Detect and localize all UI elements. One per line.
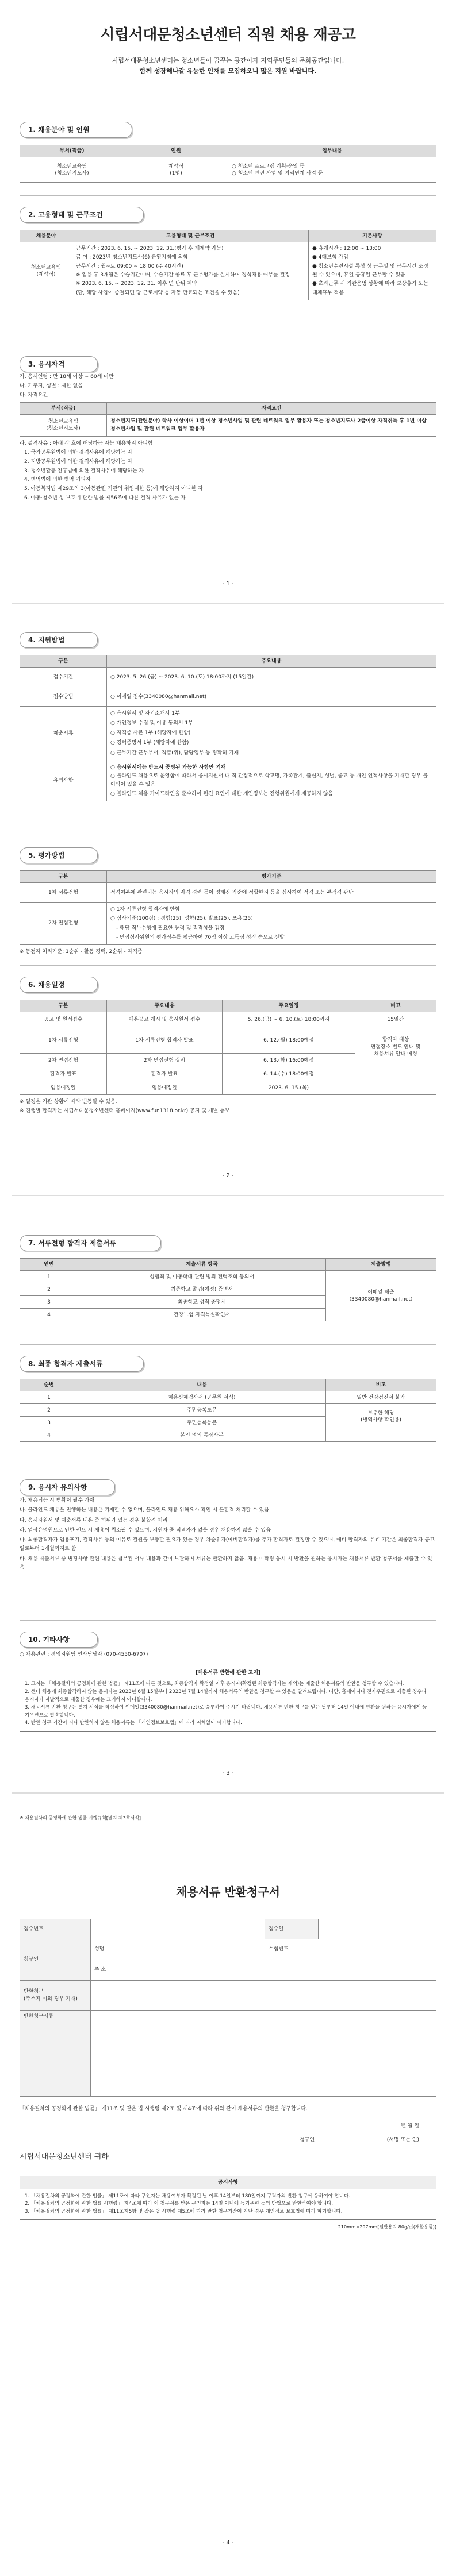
section-divider [20, 195, 436, 196]
intro-line: 함께 성장해나갈 유능한 인재를 모집하오니 많은 지원 바랍니다. [139, 67, 317, 75]
basic-item: ● 휴게시간 : 12:00 ~ 13:00 [312, 246, 381, 252]
schedule-cell: 합격자 발표 [107, 1067, 223, 1081]
row-content [107, 903, 436, 945]
section-3 [20, 356, 436, 504]
form-statement: 「채용절차의 공정화에 관한 법률」 제11조 및 같은 법 시행령 제2조 및 제4조에 따라 위와 같이 채용서류의 반환을 청구합니다. [20, 2106, 308, 2112]
doc-note: 보유한 해당 (병역사항 확인용) [326, 1404, 436, 1429]
row-label: 유의사항 [20, 761, 107, 801]
section-divider [20, 965, 436, 966]
col-header: 구분 [20, 655, 107, 668]
doc-no: 3 [20, 1296, 78, 1309]
doc-no: 4 [20, 1429, 78, 1442]
doc-name: 본인 명의 통장사본 [78, 1429, 326, 1442]
doc-no: 2 [20, 1283, 78, 1296]
box-item: 4. 반환 청구 기간이 지나 반환하지 않은 채용서류는 「개인정보보호법」에 따라 지체없이 파기합니다. [25, 1720, 242, 1726]
name-label: 성명 [94, 1946, 105, 1953]
col-header: 연번 [20, 1259, 78, 1271]
col-header: 기본사항 [309, 230, 436, 242]
receipt-date-label: 접수일 [265, 1919, 319, 1939]
list-item: 2. 지방공무원법에 의한 결격사유에 해당하는 자 [24, 458, 133, 465]
list-item: 5. 아동복지법 제29조의 3(아동관련 기관의 취업제한 등)에 해당하지 아니한 자 [24, 486, 203, 492]
schedule-cell: 2023. 6. 15.(목) [223, 1081, 355, 1095]
schedule-cell: 15일간 [355, 1012, 436, 1027]
conditions-cell [72, 242, 309, 300]
doc-item: ○ 경력증명서 1부 (해당자에 한함) [110, 740, 189, 746]
col-header: 인원 [124, 145, 228, 157]
signer-hint: (서명 또는 인) [386, 2137, 419, 2143]
docs-field[interactable] [91, 2011, 436, 2097]
page-break [12, 1792, 444, 1794]
row-content: 적격여부에 관련되는 응시자의 자격·경력 등이 정해진 기준에 적합한지 등을 심사하여 적격 또는 부적격 판단 [107, 883, 436, 903]
list-item: 바. 채용 제출서류 중 변경사항 관련 내용은 첨부된 서류 내용과 같이 보관하며 서류는 반환하지 않음. 채용 미확정 응시 시 반환을 원하는 응시자는 채용서류 반환 청구서를 제출할 수 있음 [20, 1556, 432, 1571]
form-recipient: 시립서대문청소년센터 귀하 [20, 2152, 109, 2161]
paper-spec: 210mm×297mm[일반용지 80g/㎡(재활용품)] [338, 2224, 436, 2230]
dept-cell: 청소년교육팀 (청소년지도사) [20, 414, 107, 436]
doc-name: 최종학교 성적 증명서 [78, 1296, 326, 1309]
doc-name: 건강보험 자격득실확인서 [78, 1309, 326, 1321]
doc-note: 일반 건강검진서 불가 [326, 1391, 436, 1404]
doc-no: 3 [20, 1417, 78, 1429]
condition-item: 근무기간 : 2023. 6. 15. ~ 2023. 12. 31.(평가 후 재계약 가능) [76, 246, 224, 252]
box-item: 2. 센터 채용에 최종합격하지 않는 응시자는 2023년 6월 15일부터 2023년 7월 14일까지 채용서류의 반환을 청구할 수 있음을 알려드립니다. 다만, 홈페이지나 전자우편으로 제출된 경우나 응시자가 자발적으로 제출한 경우에는 그러하지 아니합니다. [25, 1688, 427, 1703]
section-3-heading: 3. 응시자격 [20, 356, 98, 372]
section-1-heading: 1. 채용분야 및 인원 [20, 122, 132, 138]
list-item: 가. 채용되는 시 변확처 될수 가재 [20, 1498, 95, 1503]
receipt-value[interactable] [91, 1919, 265, 1939]
section-2 [20, 207, 436, 300]
schedule-cell: 6. 14.(수) 18:00예정 [223, 1067, 355, 1081]
list-item: 6. 아동·청소년 성 보호에 관한 법률 제56조에 따른 결격 사유가 없는 자 [24, 495, 186, 502]
col-header: 비고 [326, 1379, 436, 1391]
notice-item: 1. 「채용절차의 공정화에 관한 법률」 제11조에 따라 구인자는 채용여부가 확정된 날 이후 14일부터 180일까지 구직자의 반환 청구에 응하여야 합니다. [25, 2193, 350, 2199]
doc-item: ○ 개인정보 수집 및 이용 동의서 1부 [110, 720, 193, 727]
count-cell: 계약직 (1명) [124, 157, 228, 183]
section-1 [20, 122, 436, 183]
condition-item: ※ 입용 후 3개월은 수습기간이며, 수습기간 종료 후 근무평가를 실시하여 정식채용 여부를 결정 [76, 272, 290, 279]
doc-no: 1 [20, 1391, 78, 1404]
box-item: 1. 고지는 「채용절차의 공정화에 관한 법률」 제11조에 따른 것으로, 최종합격자 확정일 이후 응시자(확정된 최종합격자는 제외)는 제출한 채용서류의 반환을 청구할 수 있습니다. [25, 1681, 405, 1687]
condition-item: 급 여 : 2023년 청소년지도사(6) 운영지침에 의함 [76, 254, 188, 261]
page-number: - 4 - [222, 2540, 234, 2546]
doc-name: 채용신체검사서 (공무원 서식) [78, 1391, 326, 1404]
tie-break-note: ※ 동점자 처리기준: 1순위 - 활동 경력, 2순위 - 자격증 [20, 948, 143, 955]
section-9-heading: 9. 응시자 유의사항 [20, 1479, 115, 1495]
doc-item: ○ 응시원서 및 자기소개서 1부 [110, 711, 180, 717]
schedule-cell: 6. 13.(화) 16:00예정 [223, 1054, 355, 1067]
schedule-cell: 1차 서류전형 [20, 1027, 107, 1054]
section-6-heading: 6. 채용일정 [20, 977, 98, 993]
qualification-table [20, 402, 436, 437]
duty-item: ○ 청소년 관련 사업 및 지역연계 사업 등 [232, 170, 323, 176]
doc-item: ○ 근무기간 근무부서, 직급(위), 담당업무 등 정확히 기재 [110, 750, 239, 756]
schedule-cell [355, 1067, 436, 1081]
schedule-note: ※ 진행별 합격자는 시립서대문청소년센터 홈페이지(www.fun1318.or.kr) 공지 및 개별 통보 [20, 1108, 230, 1115]
row-content [107, 707, 436, 761]
section-10-heading: 10. 기타사항 [20, 1632, 98, 1648]
list-item: 4. 병역법에 의한 병역 기피자 [24, 477, 91, 483]
caution-list [20, 1497, 436, 1572]
schedule-cell: 2차 면접전형 [20, 1054, 107, 1067]
schedule-cell: 1차 서류전형 합격자 발표 [107, 1027, 223, 1054]
list-item: 나. 거주지, 성별 : 제한 없음 [20, 383, 83, 389]
duties-cell [228, 157, 436, 183]
receipt-label: 접수번호 [20, 1919, 91, 1939]
section-5 [20, 847, 436, 957]
document-submission-table [20, 1258, 436, 1321]
docs-label: 반환청구서류 [20, 2011, 91, 2097]
caution-item: ○ 블라인드 채용으로 운영함에 따라서 응시지원서 내 직·간접적으로 학교명, 가족관계, 출신지, 성별, 종교 등 개인 인적사항을 기재할 경우 불이익이 있을 수 있음 [110, 773, 428, 788]
form-date: 년 월 일 [401, 2123, 419, 2130]
schedule-cell: 임용예정일 [107, 1081, 223, 1095]
col-header: 주요내용 [107, 655, 436, 668]
section-divider [20, 1620, 436, 1621]
schedule-cell: 채용공고 게시 및 응시원서 접수 [107, 1012, 223, 1027]
section-10 [20, 1632, 436, 1732]
return-request-form [20, 1919, 436, 2231]
duty-item: ○ 청소년 프로그램 기획·운영 등 [232, 163, 305, 169]
section-5-heading: 5. 평가방법 [20, 847, 98, 863]
form-notice-box [20, 2176, 436, 2220]
form-table [20, 1919, 436, 2097]
field-cell: 청소년교육팀 (계약직) [20, 242, 72, 300]
doc-name: 주민등록등본 [78, 1417, 326, 1429]
list-item: 라. 업장유명원으로 인한 권으 시 채용이 취소될 수 있으며, 지원자 중 적격자가 없을 경우 채용하지 않을 수 있음 [20, 1527, 271, 1533]
list-item: 3. 청소년활동 진흥법에 의한 결격사유에 해당하는 자 [24, 468, 144, 474]
list-item: 가. 응시연령 : 만 18세 이상 ~ 60세 미만 [20, 374, 114, 380]
receipt-date-value[interactable] [319, 1919, 436, 1939]
notice-item: 2. 「채용절차의 공정화에 관한 법률 시행령」 제4조에 따라 이 청구서를 받은 구인자는 14일 이내에 등기우편 등의 방법으로 반환하여야 합니다. [25, 2201, 334, 2207]
basics-cell [309, 242, 436, 300]
page-title: 시립서대문청소년센터 직원 채용 재공고 [100, 26, 356, 44]
schedule-cell: 2차 면접전형 실시 [107, 1054, 223, 1067]
intro-line: 시립서대문청소년센터는 청소년들이 꿈꾸는 공간이자 지역주민들의 문화공간입니다. [112, 57, 344, 65]
caution-item: ○ 블라인드 채용 가이드라인을 준수하여 편견 요인에 대한 개인정보는 전형위원에게 제공하지 않음 [110, 790, 334, 797]
eligibility-list [20, 373, 436, 400]
box-item: 3. 채용서류 반환 청구는 별지 서식을 작성하여 이메일(3340080@hanmail.net)로 송부하여 주시기 바랍니다. 채용서류 반환 청구를 받은 날부터 14일 이내에 반환을 원하는 응시자에게 등기우편으로 발송합니다. [25, 1705, 427, 1718]
col-header: 주요내용 [107, 1000, 223, 1012]
section-4 [20, 632, 436, 801]
return-notice-box [20, 1665, 436, 1732]
signer-label: 청구인 [299, 2137, 315, 2143]
col-header: 부서(직급) [20, 145, 124, 157]
evaluation-table [20, 870, 436, 945]
list-item: 마. 최종합격자가 임용포기, 결격사유 등의 이유로 결원을 보충할 필요가 있는 경우 차순위자(예비합격자)를 추가 합격자로 결정할 수 있으며, 예비 합격자의 유효 기간은 최종합격자 공고일로부터 1개월까지로 함 [20, 1537, 435, 1552]
row-content [107, 761, 436, 801]
schedule-cell: 5. 26.(금) ~ 6. 10.(토) 18:00까지 [223, 1012, 355, 1027]
section-divider [20, 1344, 436, 1345]
criteria-item: ○ 1차 서류전형 합격자에 한함 [110, 907, 180, 913]
return-address-label: 반환청구 (주소지 이외 경우 기재) [20, 1981, 91, 2011]
box-title: [채용서류 반환에 관한 고지] [195, 1669, 261, 1676]
conditions-table [20, 230, 436, 300]
doc-item: ○ 자격증 사본 1부 (해당자에 한함) [110, 730, 191, 736]
section-8 [20, 1356, 436, 1442]
doc-note [326, 1429, 436, 1442]
row-label: 접수기간 [20, 668, 107, 687]
col-header: 채용분야 [20, 230, 72, 242]
row-label: 접수방법 [20, 687, 107, 707]
row-label: 제출서류 [20, 707, 107, 761]
col-header: 제출방법 [326, 1259, 436, 1271]
positions-table [20, 145, 436, 183]
doc-no: 1 [20, 1271, 78, 1283]
row-content: ○ 이메일 접수(3340080@hanmail.net) [107, 687, 436, 707]
section-4-heading: 4. 지원방법 [20, 632, 98, 648]
col-header: 업무내용 [228, 145, 436, 157]
col-header: 구분 [20, 871, 107, 883]
doc-name: 주민등록초본 [78, 1404, 326, 1417]
application-table [20, 655, 436, 801]
schedule-cell: 합격자 발표 [20, 1067, 107, 1081]
basic-item: ● 4대보험 가입 [312, 254, 348, 261]
col-header: 구분 [20, 1000, 107, 1012]
address-label: 주 소 [94, 1967, 106, 1973]
criteria-item: - 해당 직무수행에 필요한 능력 및 적격성을 검정 [116, 925, 225, 931]
disqualification-title: 라. 결격사유 : 아래 각 호에 해당하는 자는 채용하지 아니함 [20, 440, 153, 446]
final-documents-table [20, 1379, 436, 1442]
section-9 [20, 1479, 436, 1574]
condition-item: 근무시간 : 월~토 09:00 ~ 18:00 (주 40시간) [76, 263, 183, 269]
col-header: 내용 [78, 1379, 326, 1391]
row-label: 2차 면접전형 [20, 903, 107, 945]
list-item: 나. 블라인드 채용을 진행하는 내용은 기재할 수 없으며, 블라인드 채용 위해요소 확인 시 불합격 처리할 수 있음 [20, 1507, 270, 1514]
condition-item: (단, 해당 사업이 종결되면 당 근로계약 등 자동 만료되는 조건을 수 있음) [76, 290, 240, 296]
schedule-cell: 공고 및 원서접수 [20, 1012, 107, 1027]
dept-cell: 청소년교육팀 (청소년지도사) [20, 157, 124, 183]
list-item: 1. 국가공무원법에 의한 결격사유에 해당하는 자 [24, 449, 133, 456]
caution-item: ○ 응시원서에는 반드시 중빙된 가능한 사항만 기재 [110, 764, 226, 770]
return-address-field[interactable] [91, 1981, 436, 2011]
claimant-label: 청구인 [20, 1939, 91, 1981]
form-footnote: ※ 채용절차의 공정화에 관한 법률 시행규칙[별지 제3호서식] [20, 1815, 141, 1821]
contact-info: ○ 채용관련 : 경영지원팀 인사담당자 (070-4550-6707) [20, 1652, 148, 1657]
exam-number-field[interactable] [265, 1939, 436, 1960]
col-header: 비고 [355, 1000, 436, 1012]
condition-item: ※ 2023. 6. 15. ~ 2023. 12. 31. 이후 연 단위 계약 [76, 281, 197, 287]
schedule-cell: 합격자 대상 면접장소 별도 안내 및 채용서류 안내 예정 [355, 1027, 436, 1067]
page-number: - 1 - [222, 581, 234, 587]
form-title: 채용서류 반환청구서 [176, 1885, 280, 1899]
schedule-cell: 임용예정일 [20, 1081, 107, 1095]
submit-method: 이메일 제출 (3340080@hanmail.net) [326, 1271, 436, 1321]
basic-item: ● 초과근무 시 기관운영 상황에 따라 보상휴가 또는 대체휴무 적용 [312, 281, 428, 296]
notice-item: 3. 「채용절차의 공정화에 관한 법률」 제11조제5항 및 같은 법 시행령 제5조에 따라 반환 청구기간이 지난 경우 개인정보 보호법에 따라 파기합니다. [25, 2208, 343, 2215]
doc-no: 2 [20, 1404, 78, 1417]
requirement-cell: 청소년지도(관련분야) 학사 이상이며 1년 이상 청소년사업 및 관련 네트워크 업무 활용자 또는 청소년지도사 2급이상 자격취득 후 1년 이상 청소년사업 및 관련 네트워크 업무 활용자 [107, 414, 436, 436]
page-break [12, 1195, 444, 1196]
col-header: 순번 [20, 1379, 78, 1391]
section-2-heading: 2. 고용형태 및 근무조건 [20, 207, 144, 223]
exam-number-label: 수험번호 [269, 1946, 289, 1953]
section-7 [20, 1235, 436, 1321]
schedule-note: ※ 일정은 기관 상황에 따라 변동될 수 있음. [20, 1099, 117, 1105]
doc-name: 성범죄 및 아동학대 관련 범죄 전력조회 동의서 [78, 1271, 326, 1283]
page-number: - 3 - [222, 1770, 234, 1776]
criteria-item: - 면접심사위원의 평가점수를 평균하여 70점 이상 고득점 성적 순으로 선발 [116, 934, 285, 940]
col-header: 자격요건 [107, 402, 436, 414]
section-7-heading: 7. 서류전형 합격자 제출서류 [20, 1235, 161, 1251]
section-6 [20, 977, 436, 1116]
list-item: 다. 응시자원서 및 제출서류 내용 중 허위가 있는 경우 불합격 처리 [20, 1517, 168, 1524]
schedule-table [20, 1000, 436, 1095]
schedule-cell [355, 1081, 436, 1095]
col-header: 제출서류 항목 [78, 1259, 326, 1271]
list-item: 다. 자격요건 [20, 392, 48, 398]
disqualification-list [20, 449, 436, 503]
section-8-heading: 8. 최종 합격자 제출서류 [20, 1356, 144, 1372]
page-break [12, 603, 444, 604]
signature-line [20, 2137, 436, 2143]
row-label: 1차 서류전형 [20, 883, 107, 903]
doc-no: 4 [20, 1309, 78, 1321]
address-field[interactable] [91, 1960, 436, 1981]
box-title: 공지사항 [20, 2176, 436, 2189]
page-number: - 2 - [222, 1173, 234, 1179]
row-content: ○ 2023. 5. 26.(금) ~ 2023. 6. 10.(토) 18:00까지 (15일간) [107, 668, 436, 687]
doc-name: 최종학교 졸업(예정) 증명서 [78, 1283, 326, 1296]
col-header: 고용형태 및 근무조건 [72, 230, 309, 242]
intro-text [0, 56, 456, 76]
col-header: 주요일정 [223, 1000, 355, 1012]
name-field[interactable] [91, 1939, 265, 1960]
criteria-item: ○ 심사기준(100점) : 경험(25), 성향(25), 발표(25), 포용(25) [110, 916, 253, 922]
col-header: 평가기준 [107, 871, 436, 883]
basic-item: ● 청소년수련시설 특성 상 근무일 및 근무시간 조정될 수 있으며, 휴일 공휴일 근무할 수 있음 [312, 263, 428, 279]
col-header: 부서(직급) [20, 402, 107, 414]
schedule-cell: 6. 12.(월) 18:00예정 [223, 1027, 355, 1054]
